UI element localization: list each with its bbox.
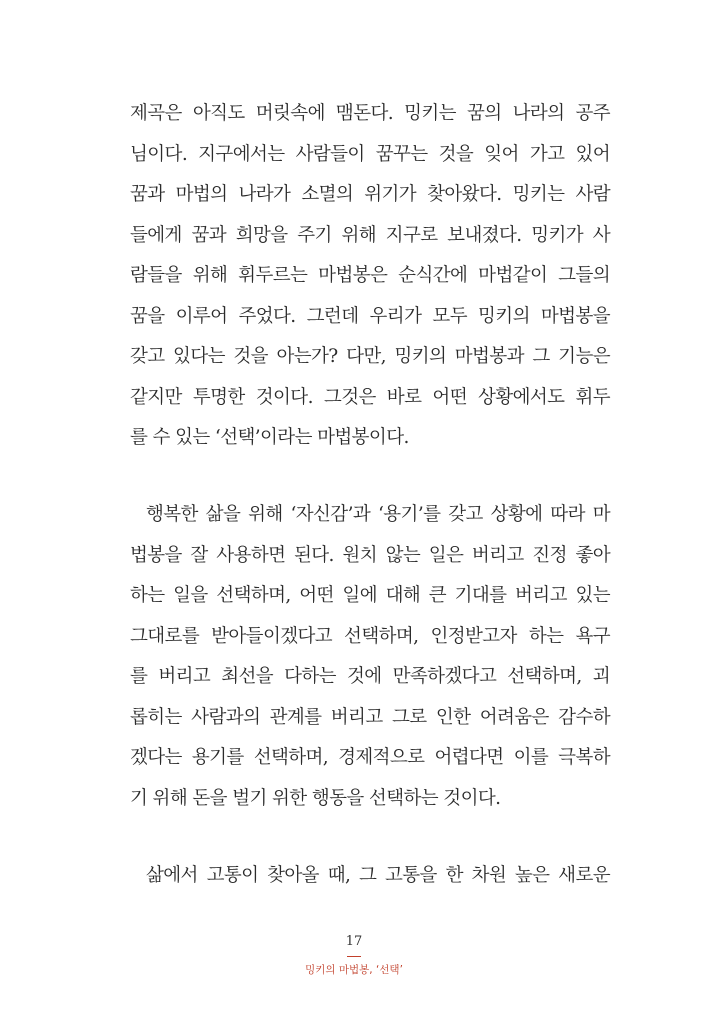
text-line: 들에게 꿈과 희망을 주기 위해 지구로 보내졌다. 밍키가 사 xyxy=(130,224,610,246)
text-line: 를 버리고 최선을 다하는 것에 만족하겠다고 선택하며, 괴 xyxy=(130,666,610,687)
text-line: 행복한 삶을 위해 ‘자신감’과 ‘용기’를 갖고 상황에 따라 마 xyxy=(146,504,610,525)
text-line: 를 수 있는 ‘선택’이라는 마법봉이다. xyxy=(130,427,409,448)
paragraph-2 xyxy=(130,495,610,819)
text-line: 하는 일을 선택하며, 어떤 일에 대해 큰 기대를 버리고 있는 xyxy=(130,585,610,606)
paragraph-3 xyxy=(130,856,610,897)
text-line: 삶에서 고통이 찾아올 때, 그 고통을 한 차원 높은 새로운 xyxy=(146,865,610,886)
paragraph-1 xyxy=(130,94,610,459)
text-line: 그대로를 받아들이겠다고 선택하며, 인정받고자 하는 욕구 xyxy=(130,625,610,647)
text-line: 꿈과 마법의 나라가 소멸의 위기가 찾아왔다. 밍키는 사람 xyxy=(130,184,610,205)
running-title: 밍키의 마법봉, ‘선택’ xyxy=(305,964,403,976)
text-line: 롭히는 사람과의 관계를 버리고 그로 인한 어려움은 감수하 xyxy=(130,706,610,728)
text-line: 람들을 위해 휘두르는 마법봉은 순식간에 마법같이 그들의 xyxy=(130,265,610,286)
text-line: 겠다는 용기를 선택하며, 경제적으로 어렵다면 이를 극복하 xyxy=(130,747,610,768)
text-line: 님이다. 지구에서는 사람들이 꿈꾸는 것을 잊어 가고 있어 xyxy=(130,143,610,165)
text-line: 꿈을 이루어 주었다. 그런데 우리가 모두 밍키의 마법봉을 xyxy=(130,305,610,327)
page-number: 17 xyxy=(345,934,363,949)
text-line: 법봉을 잘 사용하면 된다. 원치 않는 일은 버리고 진정 좋아 xyxy=(130,544,610,566)
footer-divider xyxy=(347,956,361,957)
text-line: 제곡은 아직도 머릿속에 맴돈다. 밍키는 꿈의 나라의 공주 xyxy=(130,103,610,124)
text-line: 기 위해 돈을 벌기 위한 행동을 선택하는 것이다. xyxy=(130,787,501,809)
text-line: 갖고 있다는 것을 아는가? 다만, 밍키의 마법봉과 그 기능은 xyxy=(130,346,610,367)
text-line: 같지만 투명한 것이다. 그것은 바로 어떤 상황에서도 휘두 xyxy=(130,386,610,408)
